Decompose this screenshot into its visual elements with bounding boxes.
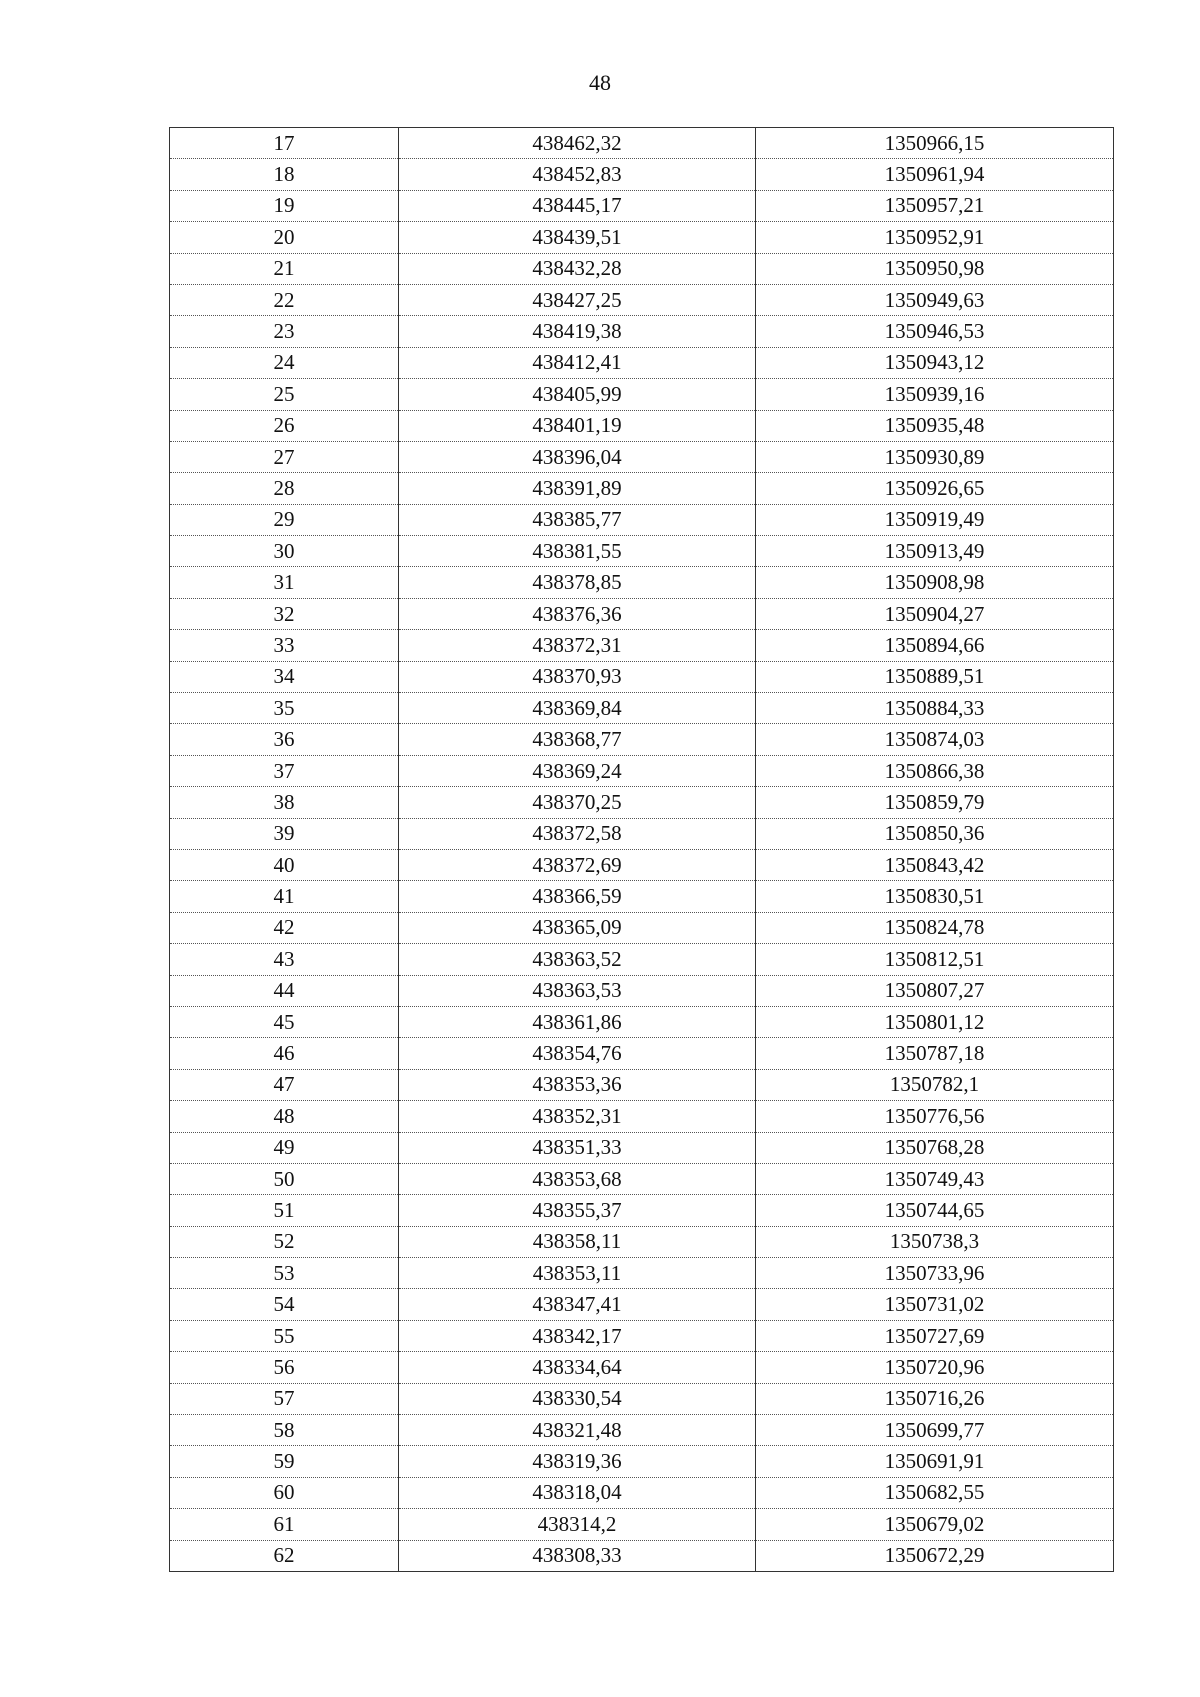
point-number-cell: 52 [170, 1226, 399, 1257]
y-coordinate-cell: 1350966,15 [756, 128, 1114, 159]
x-coordinate-cell: 438330,54 [399, 1383, 756, 1414]
table-row [170, 1195, 1114, 1226]
point-number-cell: 44 [170, 975, 399, 1006]
x-coordinate-cell: 438378,85 [399, 567, 756, 598]
x-coordinate-cell: 438363,52 [399, 944, 756, 975]
y-coordinate-cell: 1350768,28 [756, 1132, 1114, 1163]
table-row [170, 1006, 1114, 1037]
y-coordinate-cell: 1350749,43 [756, 1163, 1114, 1194]
y-coordinate-cell: 1350727,69 [756, 1320, 1114, 1351]
x-coordinate-cell: 438347,41 [399, 1289, 756, 1320]
x-coordinate-cell: 438365,09 [399, 912, 756, 943]
x-coordinate-cell: 438370,25 [399, 787, 756, 818]
table-row [170, 1038, 1114, 1069]
point-number-cell: 33 [170, 630, 399, 661]
point-number-cell: 37 [170, 755, 399, 786]
x-coordinate-cell: 438361,86 [399, 1006, 756, 1037]
point-number-cell: 39 [170, 818, 399, 849]
x-coordinate-cell: 438372,69 [399, 849, 756, 880]
x-coordinate-cell: 438439,51 [399, 222, 756, 253]
point-number-cell: 57 [170, 1383, 399, 1414]
y-coordinate-cell: 1350850,36 [756, 818, 1114, 849]
x-coordinate-cell: 438351,33 [399, 1132, 756, 1163]
y-coordinate-cell: 1350908,98 [756, 567, 1114, 598]
table-row [170, 441, 1114, 472]
x-coordinate-cell: 438370,93 [399, 661, 756, 692]
y-coordinate-cell: 1350930,89 [756, 441, 1114, 472]
y-coordinate-cell: 1350744,65 [756, 1195, 1114, 1226]
point-number-cell: 25 [170, 379, 399, 410]
x-coordinate-cell: 438372,58 [399, 818, 756, 849]
point-number-cell: 42 [170, 912, 399, 943]
x-coordinate-cell: 438381,55 [399, 536, 756, 567]
coordinates-table [169, 127, 1114, 1572]
y-coordinate-cell: 1350720,96 [756, 1352, 1114, 1383]
y-coordinate-cell: 1350889,51 [756, 661, 1114, 692]
table-row [170, 1446, 1114, 1477]
table-row [170, 222, 1114, 253]
table-row [170, 849, 1114, 880]
point-number-cell: 28 [170, 473, 399, 504]
x-coordinate-cell: 438363,53 [399, 975, 756, 1006]
y-coordinate-cell: 1350776,56 [756, 1101, 1114, 1132]
point-number-cell: 38 [170, 787, 399, 818]
y-coordinate-cell: 1350874,03 [756, 724, 1114, 755]
table-row [170, 567, 1114, 598]
point-number-cell: 55 [170, 1320, 399, 1351]
y-coordinate-cell: 1350843,42 [756, 849, 1114, 880]
point-number-cell: 60 [170, 1477, 399, 1508]
x-coordinate-cell: 438368,77 [399, 724, 756, 755]
table-row [170, 128, 1114, 159]
point-number-cell: 27 [170, 441, 399, 472]
point-number-cell: 30 [170, 536, 399, 567]
table-row [170, 1383, 1114, 1414]
table-row [170, 787, 1114, 818]
y-coordinate-cell: 1350738,3 [756, 1226, 1114, 1257]
table-row [170, 724, 1114, 755]
point-number-cell: 17 [170, 128, 399, 159]
x-coordinate-cell: 438358,11 [399, 1226, 756, 1257]
table-row [170, 1477, 1114, 1508]
table-row [170, 1163, 1114, 1194]
y-coordinate-cell: 1350950,98 [756, 253, 1114, 284]
y-coordinate-cell: 1350716,26 [756, 1383, 1114, 1414]
y-coordinate-cell: 1350952,91 [756, 222, 1114, 253]
table-row [170, 159, 1114, 190]
point-number-cell: 53 [170, 1258, 399, 1289]
y-coordinate-cell: 1350699,77 [756, 1415, 1114, 1446]
table-row [170, 1352, 1114, 1383]
x-coordinate-cell: 438308,33 [399, 1540, 756, 1571]
point-number-cell: 50 [170, 1163, 399, 1194]
table-row [170, 661, 1114, 692]
x-coordinate-cell: 438391,89 [399, 473, 756, 504]
y-coordinate-cell: 1350946,53 [756, 316, 1114, 347]
point-number-cell: 47 [170, 1069, 399, 1100]
point-number-cell: 43 [170, 944, 399, 975]
table-row [170, 1101, 1114, 1132]
table-row [170, 1132, 1114, 1163]
x-coordinate-cell: 438353,68 [399, 1163, 756, 1194]
table-row [170, 818, 1114, 849]
point-number-cell: 24 [170, 347, 399, 378]
point-number-cell: 20 [170, 222, 399, 253]
point-number-cell: 18 [170, 159, 399, 190]
x-coordinate-cell: 438354,76 [399, 1038, 756, 1069]
point-number-cell: 62 [170, 1540, 399, 1571]
y-coordinate-cell: 1350943,12 [756, 347, 1114, 378]
y-coordinate-cell: 1350904,27 [756, 598, 1114, 629]
table-row [170, 1540, 1114, 1571]
table-row [170, 1069, 1114, 1100]
y-coordinate-cell: 1350935,48 [756, 410, 1114, 441]
x-coordinate-cell: 438314,2 [399, 1509, 756, 1540]
table-row [170, 253, 1114, 284]
table-row [170, 693, 1114, 724]
y-coordinate-cell: 1350884,33 [756, 693, 1114, 724]
x-coordinate-cell: 438366,59 [399, 881, 756, 912]
x-coordinate-cell: 438369,24 [399, 755, 756, 786]
x-coordinate-cell: 438419,38 [399, 316, 756, 347]
y-coordinate-cell: 1350782,1 [756, 1069, 1114, 1100]
table-row [170, 1289, 1114, 1320]
point-number-cell: 36 [170, 724, 399, 755]
y-coordinate-cell: 1350830,51 [756, 881, 1114, 912]
x-coordinate-cell: 438396,04 [399, 441, 756, 472]
y-coordinate-cell: 1350682,55 [756, 1477, 1114, 1508]
point-number-cell: 59 [170, 1446, 399, 1477]
point-number-cell: 46 [170, 1038, 399, 1069]
point-number-cell: 23 [170, 316, 399, 347]
y-coordinate-cell: 1350866,38 [756, 755, 1114, 786]
table-row [170, 379, 1114, 410]
y-coordinate-cell: 1350787,18 [756, 1038, 1114, 1069]
y-coordinate-cell: 1350824,78 [756, 912, 1114, 943]
table-row [170, 1226, 1114, 1257]
table-row [170, 190, 1114, 221]
table-row [170, 1258, 1114, 1289]
point-number-cell: 58 [170, 1415, 399, 1446]
x-coordinate-cell: 438353,11 [399, 1258, 756, 1289]
table-row [170, 410, 1114, 441]
point-number-cell: 56 [170, 1352, 399, 1383]
point-number-cell: 22 [170, 284, 399, 315]
point-number-cell: 26 [170, 410, 399, 441]
point-number-cell: 41 [170, 881, 399, 912]
y-coordinate-cell: 1350919,49 [756, 504, 1114, 535]
x-coordinate-cell: 438369,84 [399, 693, 756, 724]
point-number-cell: 32 [170, 598, 399, 629]
x-coordinate-cell: 438342,17 [399, 1320, 756, 1351]
y-coordinate-cell: 1350733,96 [756, 1258, 1114, 1289]
table-row [170, 630, 1114, 661]
x-coordinate-cell: 438452,83 [399, 159, 756, 190]
y-coordinate-cell: 1350859,79 [756, 787, 1114, 818]
x-coordinate-cell: 438427,25 [399, 284, 756, 315]
page-number: 48 [589, 70, 611, 95]
y-coordinate-cell: 1350812,51 [756, 944, 1114, 975]
table-row [170, 912, 1114, 943]
y-coordinate-cell: 1350801,12 [756, 1006, 1114, 1037]
table-row [170, 1320, 1114, 1351]
table-row [170, 284, 1114, 315]
x-coordinate-cell: 438376,36 [399, 598, 756, 629]
x-coordinate-cell: 438352,31 [399, 1101, 756, 1132]
x-coordinate-cell: 438372,31 [399, 630, 756, 661]
y-coordinate-cell: 1350957,21 [756, 190, 1114, 221]
x-coordinate-cell: 438385,77 [399, 504, 756, 535]
point-number-cell: 49 [170, 1132, 399, 1163]
x-coordinate-cell: 438319,36 [399, 1446, 756, 1477]
point-number-cell: 31 [170, 567, 399, 598]
table-row [170, 598, 1114, 629]
x-coordinate-cell: 438405,99 [399, 379, 756, 410]
table-row [170, 536, 1114, 567]
table-row [170, 316, 1114, 347]
y-coordinate-cell: 1350672,29 [756, 1540, 1114, 1571]
y-coordinate-cell: 1350894,66 [756, 630, 1114, 661]
y-coordinate-cell: 1350926,65 [756, 473, 1114, 504]
x-coordinate-cell: 438412,41 [399, 347, 756, 378]
point-number-cell: 61 [170, 1509, 399, 1540]
point-number-cell: 19 [170, 190, 399, 221]
point-number-cell: 21 [170, 253, 399, 284]
point-number-cell: 34 [170, 661, 399, 692]
point-number-cell: 48 [170, 1101, 399, 1132]
table-row [170, 975, 1114, 1006]
table-row [170, 473, 1114, 504]
x-coordinate-cell: 438353,36 [399, 1069, 756, 1100]
table-row [170, 1509, 1114, 1540]
point-number-cell: 35 [170, 693, 399, 724]
y-coordinate-cell: 1350961,94 [756, 159, 1114, 190]
x-coordinate-cell: 438462,32 [399, 128, 756, 159]
x-coordinate-cell: 438401,19 [399, 410, 756, 441]
x-coordinate-cell: 438355,37 [399, 1195, 756, 1226]
table-row [170, 944, 1114, 975]
table-row [170, 1415, 1114, 1446]
y-coordinate-cell: 1350807,27 [756, 975, 1114, 1006]
table-row [170, 347, 1114, 378]
x-coordinate-cell: 438318,04 [399, 1477, 756, 1508]
y-coordinate-cell: 1350913,49 [756, 536, 1114, 567]
y-coordinate-cell: 1350679,02 [756, 1509, 1114, 1540]
table-row [170, 755, 1114, 786]
point-number-cell: 54 [170, 1289, 399, 1320]
point-number-cell: 51 [170, 1195, 399, 1226]
y-coordinate-cell: 1350691,91 [756, 1446, 1114, 1477]
coordinates-table-body [170, 128, 1114, 1572]
table-row [170, 881, 1114, 912]
point-number-cell: 29 [170, 504, 399, 535]
x-coordinate-cell: 438445,17 [399, 190, 756, 221]
point-number-cell: 45 [170, 1006, 399, 1037]
table-row [170, 504, 1114, 535]
y-coordinate-cell: 1350939,16 [756, 379, 1114, 410]
x-coordinate-cell: 438432,28 [399, 253, 756, 284]
x-coordinate-cell: 438334,64 [399, 1352, 756, 1383]
y-coordinate-cell: 1350731,02 [756, 1289, 1114, 1320]
x-coordinate-cell: 438321,48 [399, 1415, 756, 1446]
point-number-cell: 40 [170, 849, 399, 880]
y-coordinate-cell: 1350949,63 [756, 284, 1114, 315]
